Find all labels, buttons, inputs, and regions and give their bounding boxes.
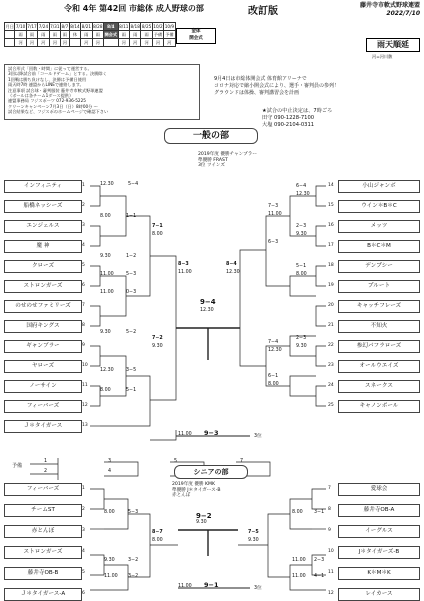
team-name: キャッチフレーズ xyxy=(338,300,420,313)
notice-line: 1回戦は勝ち負けなし、決勝は予備日使用 xyxy=(8,76,87,82)
team-seed: 1 xyxy=(82,486,85,491)
team-seed: 12 xyxy=(328,591,334,596)
score-value: 5−3 xyxy=(126,272,137,277)
schedule-cell: 河 xyxy=(164,39,175,47)
contact-line: ★試合の中止決定は、7時ごろ xyxy=(262,108,333,114)
score-time: 8.00 xyxy=(100,214,111,219)
past-result-line: 準優勝 J＊タイガース-B xyxy=(172,487,221,493)
schedule-cell: 休 xyxy=(69,31,80,39)
schedule-cell: 8/25 xyxy=(141,24,152,29)
score-value: 1−2 xyxy=(126,254,137,259)
team-seed: 19 xyxy=(328,283,334,288)
notice-line: 試合結果など、フジスポのホームページで確認下さい xyxy=(8,109,109,115)
score-value: 4−1 xyxy=(314,574,325,579)
reserve-slot: 4 xyxy=(108,469,112,474)
team-name: J＊タイガーズ-B xyxy=(338,546,420,559)
team-seed: 13 xyxy=(82,423,88,428)
schedule-cell: 月日 xyxy=(5,24,14,29)
schedule-cell: 河 xyxy=(38,39,49,47)
bracket-line xyxy=(128,514,150,577)
reserve-slot: 1 xyxy=(44,459,48,464)
score-value: 2−3 xyxy=(314,558,325,563)
team-name: ストロンガーズ xyxy=(4,280,82,293)
schedule-cell: 開会式 xyxy=(104,32,118,37)
score-time: 11.00 xyxy=(292,574,306,579)
schedule-cell: 7/31 xyxy=(50,24,60,29)
team-name: のせのせファミリーズ xyxy=(4,300,82,313)
team-seed: 22 xyxy=(328,343,334,348)
score-time: 9.30 xyxy=(248,538,259,543)
score-value: 7−2 xyxy=(152,336,163,341)
reserve-slot: 2 xyxy=(44,469,48,474)
notice-line: 注意事項 試合球・審判服装 藤井寺市軟式野球連盟 xyxy=(8,87,103,93)
team-seed: 11 xyxy=(328,570,334,575)
schedule-cell: 河 xyxy=(26,39,37,47)
score-time: 8.00 xyxy=(152,538,163,543)
team-name: オールウエイズ xyxy=(338,360,420,373)
team-name: フィーバーズ xyxy=(4,400,82,413)
team-seed: 4 xyxy=(82,243,85,248)
past-result-line: 3位 ツインズ xyxy=(198,163,225,169)
team-seed: 16 xyxy=(328,223,334,228)
score-time: 12.30 xyxy=(226,270,240,275)
team-seed: 9 xyxy=(82,343,85,348)
team-seed: 7 xyxy=(82,303,85,308)
notice-line: 雨天時7時 連盟からLINEで連絡します。 xyxy=(8,82,84,88)
score-time: 9.30 xyxy=(152,344,163,349)
schedule-cell: 雨 xyxy=(61,31,70,39)
team-name: クローズ xyxy=(4,260,82,273)
team-seed: 4 xyxy=(82,549,85,554)
team-seed: 5 xyxy=(82,263,85,268)
team-seed: 3 xyxy=(82,528,85,533)
score-time: 8.00 xyxy=(104,510,115,515)
final-score: 9−4 xyxy=(200,298,216,306)
contact-line: 田守 090-1228-7100 xyxy=(262,114,315,121)
score-value: 1−1 xyxy=(126,214,137,219)
team-seed: 2 xyxy=(82,203,85,208)
score-value: 0−3 xyxy=(126,290,137,295)
bracket-line xyxy=(150,256,176,400)
schedule-cell: 河 xyxy=(92,39,103,47)
team-name: 赤とんぼ xyxy=(4,525,82,538)
score-time: 8.00 xyxy=(296,272,307,277)
team-name: インフィニティ xyxy=(4,180,82,193)
team-name: 船橋ネッシーズ xyxy=(4,200,82,213)
score-time: 8.00 xyxy=(292,510,303,515)
team-name: ギャンブラー xyxy=(4,340,82,353)
contact-line: 大塩 090-2104-0311 xyxy=(262,121,315,128)
team-name: 愛球会 xyxy=(338,483,420,496)
notice-line: 試合形式「回数・時間」に従って運営する。 xyxy=(8,66,92,71)
schedule-cell: 河 xyxy=(49,39,60,47)
team-seed: 6 xyxy=(82,283,85,288)
team-name: チームST xyxy=(4,504,82,517)
team-name: デンプシー xyxy=(338,260,420,273)
schedule-cell: 10/2 xyxy=(153,24,163,29)
team-name: ノーサイン xyxy=(4,380,82,393)
final-time: 12.30 xyxy=(200,308,214,313)
team-name: 魔 神 xyxy=(4,240,82,253)
team-name: Ｊ＊タイガース-A xyxy=(4,588,82,601)
score-value: 6−1 xyxy=(268,374,279,379)
team-name: エンジェルス xyxy=(4,220,82,233)
bracket-line xyxy=(240,250,266,366)
bracket-line xyxy=(316,226,326,246)
announce-line: グラウンドは体操、審判講習会を計画 xyxy=(214,90,300,96)
team-name: 参幻パフラローズ xyxy=(338,340,420,353)
score-time: 12.30 xyxy=(100,368,114,373)
schedule-cell: 7/10 xyxy=(15,24,26,29)
bracket-line xyxy=(266,216,290,286)
score-time: 8.00 xyxy=(152,232,163,237)
notice-line: （ボールは各チーム1ダース提供） xyxy=(8,93,74,99)
score-value: 3−5 xyxy=(126,368,137,373)
score-time: 12.30 xyxy=(296,192,310,197)
score-time: 11.00 xyxy=(178,270,192,275)
schedule-cell: 予備 xyxy=(153,32,163,37)
reserve-slot: 3 xyxy=(108,459,112,464)
team-name: K＊M＊K xyxy=(338,567,420,580)
score-value: 6−3 xyxy=(268,240,279,245)
team-name: ストロンガーズ xyxy=(4,546,82,559)
announce-line: コロナ対応で縮小開会式により、選手・審判員の参列！ xyxy=(214,83,340,89)
team-seed: 20 xyxy=(328,303,334,308)
reserve-slot: 7 xyxy=(240,459,244,464)
score-value: 7−1 xyxy=(152,224,163,229)
reserve-label: 予備 xyxy=(12,463,23,469)
notice-line: クリーンキャンペーン7月3日（日）8時00分 〜 xyxy=(8,103,98,109)
schedule-cell: 雨 xyxy=(15,31,26,39)
team-seed: 23 xyxy=(328,363,334,368)
page-title: 令和 4年 第42回 市総体 成人野球の部 xyxy=(64,4,204,13)
bracket-line xyxy=(268,514,290,577)
schedule-cell: 8/21 xyxy=(81,24,92,29)
senior-section-title: シニアの部 xyxy=(174,465,248,479)
team-seed: 8 xyxy=(328,507,331,512)
highlight-venue: 金体 xyxy=(191,29,201,34)
schedule-cell: 8/7 xyxy=(61,24,69,29)
team-seed: 7 xyxy=(328,486,331,491)
final-time: 9.30 xyxy=(196,520,207,525)
team-name: 藤井寺OB-B xyxy=(4,567,82,580)
rain-postpone-badge: 雨天順延 xyxy=(366,38,420,52)
schedule-cell: 雨 xyxy=(49,31,60,39)
schedule-cell: 予備 xyxy=(165,32,174,37)
schedule-cell: 8/4 xyxy=(103,23,118,31)
score-value: 7−3 xyxy=(268,204,279,209)
team-name: ウイン＊B＊C xyxy=(338,200,420,213)
third-place-label: 3位 xyxy=(254,586,262,591)
schedule-cell: 雨 xyxy=(118,31,129,39)
score-value: 3−2 xyxy=(128,574,139,579)
past-result-line: 赤とんぼ xyxy=(172,493,191,499)
third-place-label: 3位 xyxy=(254,434,262,439)
team-seed: 25 xyxy=(328,403,334,408)
score-value: 5−3 xyxy=(128,510,139,515)
schedule-cell: 雨 xyxy=(81,31,92,39)
team-seed: 2 xyxy=(82,507,85,512)
score-time: 11.00 xyxy=(268,212,282,217)
team-name: スネークス xyxy=(338,380,420,393)
schedule-cell: 河 xyxy=(152,39,163,47)
team-seed: 5 xyxy=(82,570,85,575)
team-seed: 21 xyxy=(328,323,334,328)
team-seed: 11 xyxy=(82,383,88,388)
team-seed: 6 xyxy=(82,591,85,596)
bracket-line xyxy=(290,196,316,236)
schedule-cell: 雨 xyxy=(92,31,103,39)
past-result-line: 2019年度 優勝 KMK xyxy=(172,482,215,487)
team-name: 小山ジャンボ xyxy=(338,180,420,193)
venue-legend: 河=河川敷 xyxy=(372,54,393,59)
team-name: イーグルス xyxy=(338,525,420,538)
score-time: 12.30 xyxy=(268,348,282,353)
bracket-line xyxy=(90,226,100,246)
third-place-score: 9−3 xyxy=(204,429,219,437)
score-value: 3−1 xyxy=(314,510,325,515)
bracket-line xyxy=(316,266,326,286)
score-time: 9.30 xyxy=(104,558,115,563)
schedule-cell: 河 xyxy=(141,39,152,47)
bracket-line xyxy=(100,276,126,316)
team-seed: 10 xyxy=(328,549,334,554)
general-section-title: 一般の部 xyxy=(164,128,258,144)
third-place-time: 11.00 xyxy=(178,584,192,589)
score-time: 11.00 xyxy=(104,574,118,579)
team-name: 藤井寺OB-A xyxy=(338,504,420,517)
highlight-event: 開会式 xyxy=(189,35,203,41)
team-seed: 12 xyxy=(82,403,88,408)
past-result-line: 2019年度 優勝チャンプラー xyxy=(198,152,257,157)
score-time: 9.30 xyxy=(296,232,307,237)
schedule-cell: 河 xyxy=(118,39,129,47)
team-seed: 10 xyxy=(82,363,88,368)
score-value: 6−4 xyxy=(296,184,307,189)
score-value: 5−1 xyxy=(296,264,307,269)
team-name: レイカース xyxy=(338,588,420,601)
score-value: 3−2 xyxy=(128,558,139,563)
schedule-cell: 河 xyxy=(129,39,140,47)
team-name: 国府キングス xyxy=(4,320,82,333)
score-time: 8.00 xyxy=(268,382,279,387)
team-name: フィーバーズ xyxy=(4,483,82,496)
bracket-line xyxy=(90,555,104,575)
bracket-line xyxy=(90,346,100,366)
team-seed: 24 xyxy=(328,383,334,388)
score-value: 5−2 xyxy=(126,330,137,335)
team-name: キャノンボール xyxy=(338,400,420,413)
announce-line: 9月4日は市総体開会式 体育館アリーナで xyxy=(214,76,307,82)
team-name: ヤローズ xyxy=(4,360,82,373)
schedule-cell: 雨 xyxy=(129,31,140,39)
bracket-line xyxy=(316,386,326,406)
bracket-line xyxy=(150,430,176,440)
final-score: 9−2 xyxy=(196,512,212,520)
revision-label: 改訂版 xyxy=(248,6,278,17)
team-seed: 1 xyxy=(82,183,85,188)
bracket-line xyxy=(90,186,100,206)
score-value: 8−4 xyxy=(226,262,237,267)
score-value: 2−3 xyxy=(296,224,307,229)
schedule-cell: 河 xyxy=(61,39,70,47)
bracket-line xyxy=(90,386,100,406)
past-result-line: 準優勝 FRAST xyxy=(198,157,228,163)
schedule-cell: 8/11 xyxy=(119,24,129,29)
team-seed: 15 xyxy=(328,203,334,208)
bracket-line xyxy=(316,186,326,206)
score-value: 2−3 xyxy=(296,336,307,341)
team-name: Ｊ＊タイガース xyxy=(4,420,82,433)
schedule-cell: 河 xyxy=(15,39,26,47)
schedule-cell: 雨 xyxy=(38,31,49,39)
third-place-time: 11.00 xyxy=(178,432,192,437)
schedule-cell: 7/24 xyxy=(38,24,49,29)
team-name: B＊C＊M xyxy=(338,240,420,253)
schedule-cell: 8/14 xyxy=(70,24,80,29)
bracket-line xyxy=(100,376,150,426)
team-seed: 8 xyxy=(82,323,85,328)
bracket-line xyxy=(316,346,326,366)
reserve-slot: 5 xyxy=(174,459,178,464)
team-seed: 18 xyxy=(328,263,334,268)
team-name: プルート xyxy=(338,280,420,293)
team-name: メッツ xyxy=(338,220,420,233)
score-time: 11.00 xyxy=(100,272,114,277)
schedule-cell: 8/28 xyxy=(93,24,103,29)
team-seed: 3 xyxy=(82,223,85,228)
bracket-line xyxy=(290,376,316,396)
team-seed: 17 xyxy=(328,243,334,248)
schedule-cell: 10/9 xyxy=(164,24,175,29)
schedule-cell: 7/17 xyxy=(27,24,37,29)
score-value: 8−7 xyxy=(152,530,163,535)
score-time: 11.00 xyxy=(292,558,306,563)
team-name: 不知火 xyxy=(338,320,420,333)
team-seed: 9 xyxy=(328,528,331,533)
team-seed: 14 xyxy=(328,183,334,188)
bracket-line xyxy=(316,306,326,326)
schedule-cell: 雨 xyxy=(26,31,37,39)
notice-line: 3回以降試合前「コールドゲーム」とする。決勝除く xyxy=(8,71,107,77)
organizer-name: 藤井寺市軟式野球連盟 xyxy=(359,2,420,9)
score-time: 9.30 xyxy=(100,254,111,259)
score-value: 5−4 xyxy=(128,182,139,187)
issue-date: 2022/7/10 xyxy=(386,10,420,17)
bracket-line xyxy=(312,489,326,509)
schedule-cell: 8/18 xyxy=(130,24,140,29)
notice-line: 連盟事務局 フジスポーツ 072-936-5225 xyxy=(8,98,86,104)
bracket-line xyxy=(90,306,100,326)
score-time: 9.30 xyxy=(296,344,307,349)
score-time: 11.00 xyxy=(100,290,114,295)
score-time: 12.30 xyxy=(100,182,114,187)
score-value: 7−5 xyxy=(248,530,259,535)
score-value: 7−4 xyxy=(268,340,279,345)
bracket-line xyxy=(90,489,104,509)
score-value: 5−1 xyxy=(126,388,137,393)
third-place-score: 9−1 xyxy=(204,581,219,589)
score-time: 9.30 xyxy=(100,330,111,335)
senior-past-results xyxy=(172,482,244,499)
schedule-cell: 雨 xyxy=(141,31,152,39)
score-time: 8.00 xyxy=(100,388,111,393)
schedule-cell: 河 xyxy=(81,39,92,47)
bracket-line xyxy=(290,276,316,296)
score-value: 8−3 xyxy=(178,262,189,267)
bracket-line xyxy=(90,266,100,286)
